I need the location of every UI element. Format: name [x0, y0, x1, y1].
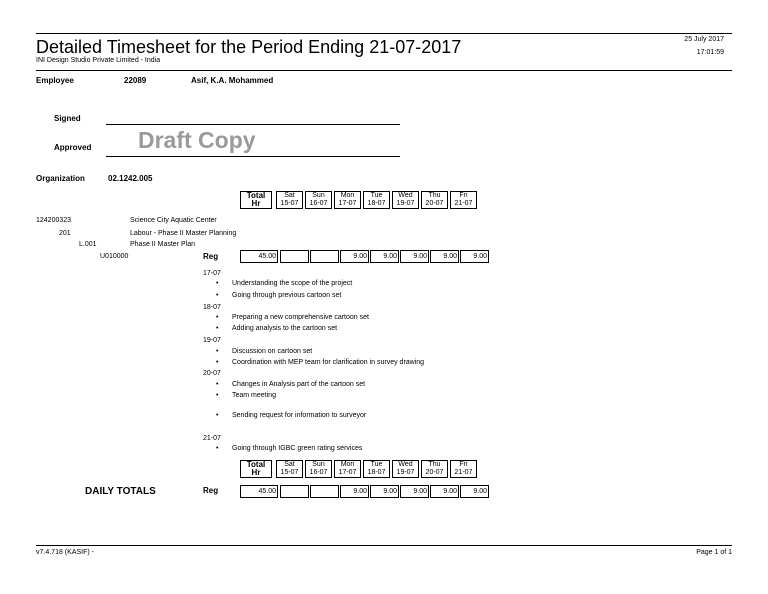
day-header: Sat 15-07	[276, 460, 303, 478]
day-header: Wed 19-07	[392, 460, 419, 478]
note-item: • Changes in Analysis part of the cartoon set	[216, 381, 366, 388]
day-header: Tue 18-07	[363, 191, 390, 209]
task-code: 201	[59, 230, 71, 237]
day-hours: 9.00	[400, 250, 429, 263]
day-hours: 9.00	[400, 485, 429, 498]
day-header: Sun 16-07	[305, 191, 332, 209]
page-number: Page 1 of 1	[696, 549, 732, 556]
total-hr-header: Total Hr	[240, 460, 272, 478]
day-header: Wed 19-07	[392, 191, 419, 209]
note-item: • Sending request for information to surveyor	[216, 412, 367, 419]
day-header: Tue 18-07	[363, 460, 390, 478]
day-hours: 9.00	[370, 250, 399, 263]
note-item: • Coordination with MEP team for clarification in survey drawing	[216, 359, 425, 366]
day-header-grid	[238, 191, 479, 209]
note-date: 20-07	[203, 370, 221, 377]
note-date: 19-07	[203, 337, 221, 344]
day-hours: 9.00	[430, 485, 459, 498]
note-date: 18-07	[203, 304, 221, 311]
day-hours	[280, 250, 309, 263]
note-date: 17-07	[203, 270, 221, 277]
totals-row	[239, 485, 490, 498]
daily-totals-label: DAILY TOTALS	[85, 486, 156, 497]
employee-name: Asif, K.A. Mohammed	[191, 76, 274, 85]
footer-rule	[36, 545, 732, 546]
project-code: 124200323	[36, 217, 72, 224]
day-header: Mon 17-07	[334, 191, 361, 209]
draft-copy-watermark: Draft Copy	[138, 127, 256, 153]
subtask-code: L.001	[79, 241, 97, 248]
report-time: 17:01:59	[696, 49, 724, 56]
total-hours: 45.00	[240, 485, 278, 498]
approved-label: Approved	[54, 143, 92, 152]
employee-id: 22089	[124, 76, 147, 85]
task-name: Labour - Phase II Master Planning	[130, 230, 237, 237]
company-name: INI Design Studio Private Limited - India	[36, 57, 161, 64]
reg-label-totals: Reg	[203, 486, 219, 495]
note-item: • Going through previous cartoon set	[216, 292, 342, 299]
day-header: Mon 17-07	[334, 460, 361, 478]
day-header: Fri 21-07	[450, 460, 477, 478]
subtask-name: Phase II Master Plan	[130, 241, 195, 248]
day-header: Thu 20-07	[421, 191, 448, 209]
reg-label: Reg	[203, 252, 219, 261]
project-name: Science City Aquatic Center	[130, 217, 217, 224]
note-item: • Going through IGBC green rating services	[216, 445, 363, 452]
day-header-grid-totals	[238, 460, 479, 478]
day-hours: 9.00	[430, 250, 459, 263]
note-item: • Understanding the scope of the project	[216, 280, 353, 287]
day-header: Fri 21-07	[450, 191, 477, 209]
organization-code: 02.1242.005	[108, 174, 153, 183]
day-hours	[310, 485, 339, 498]
day-hours: 9.00	[340, 485, 369, 498]
header-top-rule	[36, 33, 732, 34]
report-date: 25 July 2017	[684, 36, 724, 43]
note-item: • Team meeting	[216, 392, 276, 399]
day-header: Sat 15-07	[276, 191, 303, 209]
employee-label: Employee	[36, 76, 74, 85]
version-text: v7.4.718 (KASIF) -	[36, 549, 94, 556]
day-hours: 9.00	[460, 485, 489, 498]
item-code: U010000	[100, 253, 129, 260]
day-hours: 9.00	[370, 485, 399, 498]
signed-label: Signed	[54, 114, 81, 123]
day-header: Sun 16-07	[305, 460, 332, 478]
signed-line	[106, 124, 400, 125]
total-hr-header: Total Hr	[240, 191, 272, 209]
page-title: Detailed Timesheet for the Period Ending 21-07-2017	[36, 37, 462, 57]
organization-label: Organization	[36, 174, 85, 183]
header-rule	[36, 70, 732, 71]
day-hours	[280, 485, 309, 498]
note-item: • Discussion on cartoon set	[216, 348, 313, 355]
note-item: • Adding analysis to the cartoon set	[216, 325, 338, 332]
note-item: • Preparing a new comprehensive cartoon set	[216, 314, 369, 321]
day-header: Thu 20-07	[421, 460, 448, 478]
approved-line	[106, 156, 400, 157]
hours-row	[239, 250, 490, 263]
day-hours: 9.00	[340, 250, 369, 263]
note-date: 21-07	[203, 435, 221, 442]
total-hours: 45.00	[240, 250, 278, 263]
day-hours: 9.00	[460, 250, 489, 263]
day-hours	[310, 250, 339, 263]
